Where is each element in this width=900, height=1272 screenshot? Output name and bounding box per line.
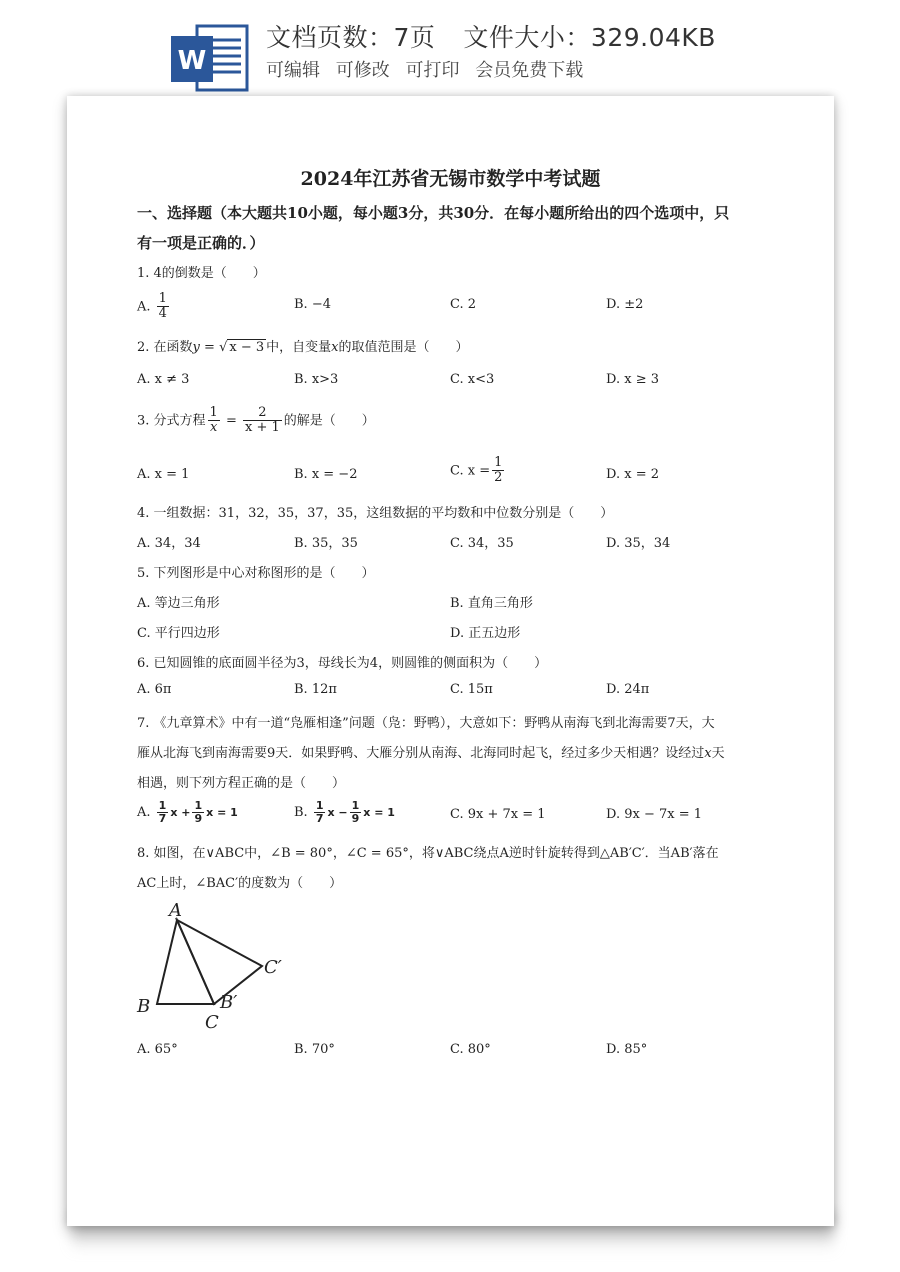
triangle-abc <box>157 920 214 1004</box>
fraction: $\frac{1}{x}$ <box>209 405 218 436</box>
svg-text:W: W <box>177 46 207 76</box>
question-8-cont: AC上时，∠BAC′的度数为（ ） <box>137 876 343 891</box>
question-7-cont2: 相遇，则下列方程正确的是（ ） <box>137 776 346 791</box>
triangle-rotation-figure <box>132 896 302 1036</box>
q8-option-b: B. 70° <box>294 1042 335 1057</box>
question-1: 1. 4的倒数是（ ） <box>137 266 266 281</box>
question-7: 7. 《九章算术》中有一道“凫雁相逢”问题（凫：野鸭），大意如下：野鸭从南海飞到北海需要7天，大 <box>137 716 715 731</box>
word-document-icon <box>171 22 251 96</box>
q6-option-b: B. 12π <box>294 682 337 697</box>
question-3: 3. 分式方程 $\frac{1}{x}$ = $\frac{2}{x + 1}$ 的解是（ ） <box>137 405 375 436</box>
label-b-prime: B′ <box>220 992 238 1013</box>
file-info <box>266 18 716 54</box>
question-2: 2. 在函数y = √ x − 3 中，自变量x的取值范围是（ ） <box>137 340 469 355</box>
q7-option-c: C. 9x + 7x = 1 <box>450 807 546 822</box>
q4-option-b: B. 35，35 <box>294 536 358 551</box>
q4-option-d: D. 35，34 <box>606 536 671 551</box>
q7-option-a: A. $\frac{1}{7}$ x + $\frac{1}{9}$ x = 1 <box>137 799 238 826</box>
fraction: $\frac{1}{7}$ <box>158 799 167 826</box>
q6-option-c: C. 15π <box>450 682 493 697</box>
q3-option-b: B. x = −2 <box>294 467 358 482</box>
q2-option-b: B. x>3 <box>294 372 339 387</box>
feature-member-download[interactable]: 会员免费下载 <box>475 60 584 81</box>
section-heading: 一、选择题（本大题共10小题，每小题3分，共30分．在每小题所给出的四个选项中，只 <box>137 204 730 222</box>
q2-option-a: A. x ≠ 3 <box>137 372 190 387</box>
q5-option-a: A. 等边三角形 <box>137 596 220 611</box>
label-b: B <box>137 996 151 1017</box>
q3-option-c: C. x = $\frac{1}{2}$ <box>450 455 503 486</box>
q7-option-d: D. 9x − 7x = 1 <box>606 807 703 822</box>
question-7-cont: 雁从北海飞到南海需要9天．如果野鸭、大雁分别从南海、北海同时起飞，经过多少天相遇？设经过x天 <box>137 746 725 761</box>
question-8: 8. 如图，在∨ABC中，∠B = 80°，∠C = 65°，将∨ABC绕点A逆时针旋转得到△AB′C′．当AB′落在 <box>137 846 719 861</box>
q6-option-d: D. 24π <box>606 682 650 697</box>
question-4: 4. 一组数据：31，32，35，37，35，这组数据的平均数和中位数分别是（ ） <box>137 506 614 521</box>
q3-option-a: A. x = 1 <box>137 467 190 482</box>
q5-option-c: C. 平行四边形 <box>137 626 220 641</box>
label-c-prime: C′ <box>264 957 282 978</box>
q1-option-d: D. ±2 <box>606 297 644 312</box>
q7-option-b: B. $\frac{1}{7}$ x − $\frac{1}{9}$ x = 1 <box>294 799 395 826</box>
fraction: $\frac{2}{x + 1}$ <box>245 405 280 436</box>
q1-option-b: B. −4 <box>294 297 331 312</box>
page-title: 2024年江苏省无锡市数学中考试题 <box>300 168 601 190</box>
fraction: $\frac{1}{7}$ <box>315 799 324 826</box>
fraction: $\frac{1}{2}$ <box>494 455 503 486</box>
fraction: $\frac{1}{9}$ <box>194 799 203 826</box>
section-heading-cont: 有一项是正确的．） <box>137 234 265 252</box>
page-count: 文档页数：7页 <box>266 23 436 52</box>
fraction: $\frac{1}{9}$ <box>351 799 360 826</box>
question-6: 6. 已知圆锥的底面圆半径为3，母线长为4，则圆锥的侧面积为（ ） <box>137 656 548 671</box>
q3-option-d: D. x = 2 <box>606 467 659 482</box>
question-5: 5. 下列图形是中心对称图形的是（ ） <box>137 566 375 581</box>
feature-printable: 可打印 <box>405 60 460 81</box>
document-page <box>67 96 834 1226</box>
q5-option-d: D. 正五边形 <box>450 626 521 641</box>
q8-option-c: C. 80° <box>450 1042 491 1057</box>
feature-list <box>266 56 593 82</box>
q1-option-c: C. 2 <box>450 297 477 312</box>
file-size: 文件大小：329.04KB <box>463 23 716 52</box>
q8-option-a: A. 65° <box>137 1042 178 1057</box>
q2-option-d: D. x ≥ 3 <box>606 372 659 387</box>
q8-option-d: D. 85° <box>606 1042 648 1057</box>
q5-option-b: B. 直角三角形 <box>450 596 533 611</box>
q6-option-a: A. 6π <box>137 682 172 697</box>
q1-option-a: A. $\frac{1}{4}$ <box>137 291 167 322</box>
label-c: C <box>205 1012 219 1033</box>
fraction: $\frac{1}{4}$ <box>158 291 167 322</box>
q4-option-c: C. 34，35 <box>450 536 514 551</box>
label-a: A <box>169 900 182 921</box>
download-banner <box>0 0 900 96</box>
feature-modifiable: 可修改 <box>335 60 390 81</box>
feature-editable: 可编辑 <box>266 60 320 81</box>
q2-option-c: C. x<3 <box>450 372 495 387</box>
q4-option-a: A. 34，34 <box>137 536 201 551</box>
